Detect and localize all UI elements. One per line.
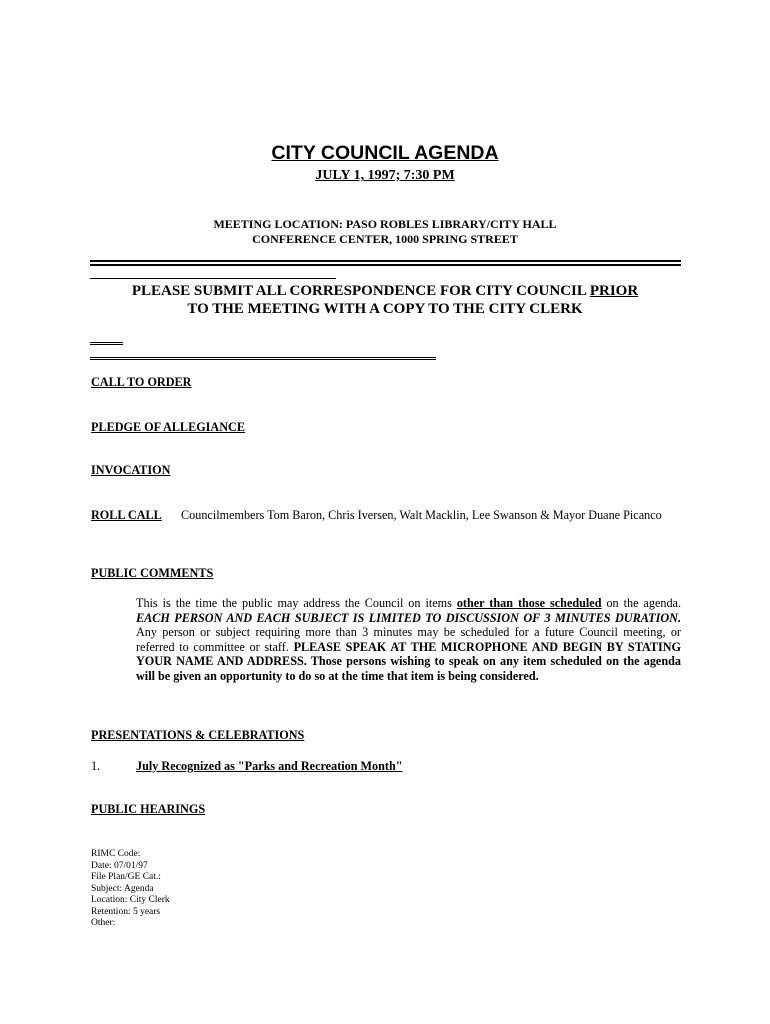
records-rimc-code: RIMC Code:	[91, 849, 141, 859]
records-retention: Retention: 5 years	[91, 906, 161, 917]
records-file-plan: File Plan/GE Cat.:	[91, 872, 161, 882]
records-block	[91, 849, 170, 930]
tiny-rule-a	[90, 342, 123, 343]
heading-invocation: INVOCATION	[91, 463, 171, 477]
double-rule-bottom	[90, 264, 681, 266]
presentation-item-title: July Recognized as "Parks and Recreation Month"	[136, 759, 403, 773]
section-rule-a	[90, 357, 436, 358]
records-subject: Subject: Agenda	[91, 883, 154, 894]
heading-presentations: PRESENTATIONS & CELEBRATIONS	[91, 728, 305, 742]
tiny-rule-b	[90, 344, 123, 345]
meeting-location-line2: CONFERENCE CENTER, 1000 SPRING STREET	[252, 232, 518, 246]
heading-call-to-order: CALL TO ORDER	[91, 375, 192, 389]
roll-call-members: Councilmembers Tom Baron, Chris Iversen, Walt Macklin, Lee Swanson & Mayor Duane Picanco	[181, 508, 662, 522]
heading-roll-call: ROLL CALL	[91, 508, 162, 522]
short-rule	[90, 278, 336, 279]
heading-public-hearings: PUBLIC HEARINGS	[91, 802, 206, 816]
notice-prior: PRIOR	[589, 283, 639, 299]
heading-public-comments: PUBLIC COMMENTS	[91, 566, 214, 580]
meeting-date-time: JULY 1, 1997; 7:30 PM	[315, 168, 455, 183]
records-other: Other:	[91, 918, 116, 928]
records-date: Date: 07/01/97	[91, 860, 148, 871]
correspondence-notice	[90, 282, 680, 318]
presentation-item-number: 1.	[91, 759, 101, 773]
records-location: Location: City Clerk	[91, 895, 170, 905]
notice-line2: TO THE MEETING WITH A COPY TO THE CITY CLERK	[187, 301, 583, 317]
section-rule-b	[90, 359, 436, 360]
heading-pledge: PLEDGE OF ALLEGIANCE	[91, 420, 245, 434]
notice-line1: PLEASE SUBMIT ALL CORRESPONDENCE FOR CITY COUNCIL PRIOR	[131, 283, 639, 299]
meeting-location-line1: MEETING LOCATION: PASO ROBLES LIBRARY/CITY HALL	[213, 217, 557, 231]
agenda-title: CITY COUNCIL AGENDA	[271, 142, 499, 164]
public-comments-paragraph: This is the time the public may address the Council on items other than those scheduled on the agenda. EACH PERSON AND EACH SUBJECT IS LIMITED TO DISCUSSION OF 3 MINUTES DURATION. Any person or subject requiring more than 3 minutes may be scheduled for a future Council meeting, or referred to committee or staff. PLEASE SPEAK AT THE MICROPHONE AND BEGIN BY STATING YOUR NAME AND ADDRESS. Those persons wishing to speak on any item scheduled on the agenda will be given an opportunity to do so at the time that item is being considered.	[136, 596, 681, 683]
double-rule-top	[90, 260, 681, 262]
